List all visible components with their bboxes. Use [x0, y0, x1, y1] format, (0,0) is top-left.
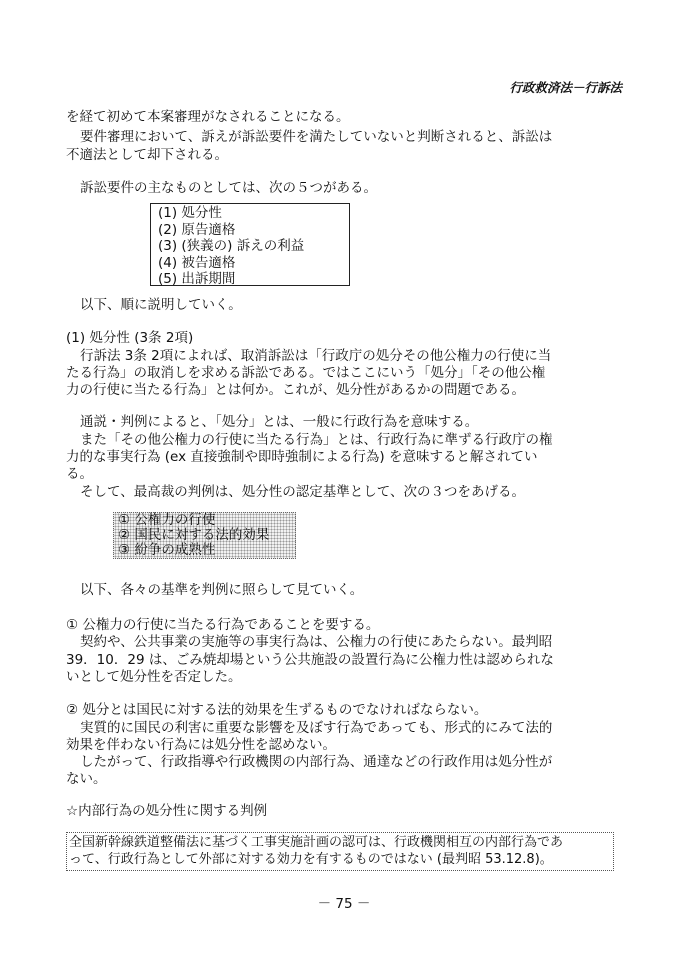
criteria-after: 以下、各々の基準を判例に照らして見ていく。 [80, 582, 364, 598]
page-number: － 75 － [317, 896, 371, 912]
criterion-text-line: 効果を伴わない行為には処分性を認めない。 [66, 737, 336, 753]
criteria-item: ① 公権力の行使 [118, 512, 216, 528]
criteria-box [113, 512, 296, 559]
requirement-item: (4) 被告適格 [158, 254, 236, 271]
criterion-text-line: 実質的に国民の利害に重要な影響を及ぼす行為であっても、形式的にみて法的 [80, 720, 553, 736]
criterion-heading: ① 公権力の行使に当たる行為であることを要する。 [66, 617, 380, 633]
criterion-heading: ② 処分とは国民に対する法的効果を生ずるものでなければならない。 [66, 702, 488, 718]
requirements-after: 以下、順に説明していく。 [80, 297, 242, 313]
requirement-item: (3) (狭義の) 訴えの利益 [158, 238, 305, 255]
intro-line-1: を経て初めて本案審理がなされることになる。 [66, 109, 350, 125]
section-para-line: また「その他公権力の行使に当たる行為」とは、行政行為に準ずる行政庁の権 [80, 432, 553, 448]
section-para-line: る。 [66, 466, 93, 482]
intro-line-3: 不適法として却下される。 [66, 147, 228, 163]
intro-line-2: 要件審理において、訴えが訴訟要件を満たしていないと判断されると、訴訟は [80, 129, 553, 145]
criterion-text-line: いとして処分性を否定した。 [66, 669, 242, 685]
requirement-item: (5) 出訴期間 [158, 271, 236, 288]
precedent-text-line: って、行政行為として外部に対する効力を有するものではない (最判昭 53.12.8)。 [69, 851, 553, 867]
precedent-text-line: 全国新幹線鉄道整備法に基づく工事実施計画の認可は、行政機関相互の内部行為であ [69, 835, 564, 850]
precedent-box [66, 832, 614, 871]
section-para-line: 力の行使に当たる行為」とは何か。これが、処分性があるかの問題である。 [66, 382, 525, 398]
running-header: 行政救済法－行訴法 [509, 80, 622, 95]
section-para-line: 通説・判例によると、「処分」とは、一般に行政行為を意味する。 [80, 414, 479, 430]
section-heading: (1) 処分性 (3条 2項) [66, 330, 194, 346]
precedent-heading: ☆内部行為の処分性に関する判例 [66, 803, 268, 819]
criteria-item: ② 国民に対する法的効果 [118, 527, 270, 543]
criteria-item: ③ 紛争の成熟性 [118, 542, 216, 558]
section-para-line: たる行為」の取消しを求める訴訟である。ではここにいう「処分」「その他公権 [66, 365, 546, 381]
criterion-text-line: 契約や、公共事業の実施等の事実行為は、公権力の行使にあたらない。最判昭 [80, 634, 553, 650]
requirements-box [150, 203, 350, 286]
criterion-text-line: したがって、行政指導や行政機関の内部行為、通達などの行政作用は処分性が [80, 754, 553, 770]
requirements-lead: 訴訟要件の主なものとしては、次の５つがある。 [80, 180, 377, 196]
requirement-item: (1) 処分性 [158, 205, 222, 221]
criterion-text-line: ない。 [66, 771, 107, 787]
section-para-line: 行訴法 3条 2項によれば、取消訴訟は「行政庁の処分その他公権力の行使に当 [80, 348, 552, 364]
section-para-line: 力的な事実行為 (ex 直接強制や即時強制による行為) を意味すると解されてい [66, 449, 538, 465]
criterion-text-line: 39．10．29 は、ごみ焼却場という公共施設の設置行為に公権力性は認められな [66, 652, 554, 668]
requirement-item: (2) 原告適格 [158, 221, 236, 238]
section-para-line: そして、最高裁の判例は、処分性の認定基準として、次の３つをあげる。 [80, 484, 525, 500]
